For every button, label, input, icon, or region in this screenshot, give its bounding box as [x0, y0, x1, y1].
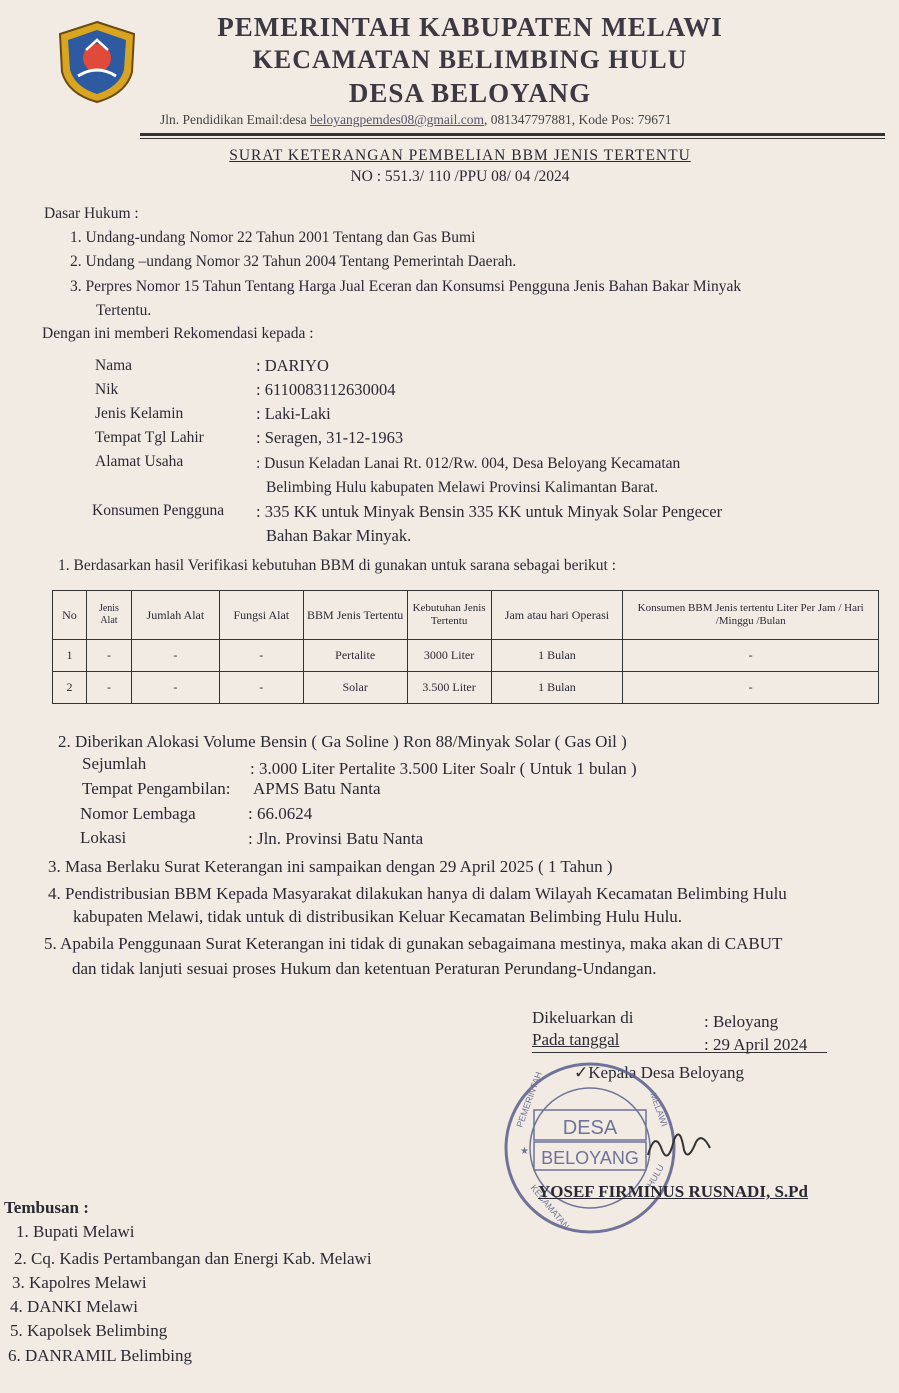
- table-header: Jumlah Alat: [131, 591, 219, 640]
- stamp-melawi-text: MELAWI: [648, 1091, 670, 1128]
- table-header: Konsumen BBM Jenis tertentu Liter Per Jam / Hari /Minggu /Bulan: [623, 591, 879, 640]
- field-label-jenis-kelamin: Jenis Kelamin: [95, 405, 184, 422]
- field-value-alamat: : Dusun Keladan Lanai Rt. 012/Rw. 004, Desa Beloyang Kecamatan: [256, 455, 681, 472]
- table-cell: 1: [53, 640, 87, 672]
- alokasi-label-tempat: Tempat Pengambilan:: [82, 779, 231, 798]
- point-5-cont: dan tidak lanjuti sesuai proses Hukum dan ketentuan Peraturan Perundang-Undangan.: [72, 959, 657, 978]
- kop-pemerintah: PEMERINTAH KABUPATEN MELAWI: [217, 12, 723, 42]
- point-2-heading: 2. Diberikan Alokasi Volume Bensin ( Ga Soline ) Ron 88/Minyak Solar ( Gas Oil ): [58, 732, 627, 751]
- svg-text:★: ★: [520, 1146, 529, 1157]
- table-cell: 1 Bulan: [491, 672, 623, 704]
- jabatan-text: Kepala Desa Beloyang: [588, 1063, 745, 1082]
- field-label-alamat: Alamat Usaha: [95, 453, 184, 470]
- rekomendasi-intro: Dengan ini memberi Rekomendasi kepada :: [42, 325, 314, 342]
- field-value-nik: : 6110083112630004: [256, 380, 396, 399]
- field-label-ttl: Tempat Tgl Lahir: [95, 429, 204, 446]
- alokasi-value-lokasi: : Jln. Provinsi Batu Nanta: [248, 829, 424, 848]
- tembusan-item: 6. DANRAMIL Belimbing: [8, 1346, 193, 1365]
- stamp-pemerintah-text: PEMERINTAH: [514, 1070, 544, 1129]
- jabatan-kepala-desa: ✓Kepala Desa Beloyang: [574, 1063, 745, 1082]
- tembusan-item: 5. Kapolsek Belimbing: [10, 1321, 168, 1340]
- tanggal-value: : 29 April 2024: [704, 1035, 808, 1054]
- dasar-hukum-item: 3. Perpres Nomor 15 Tahun Tentang Harga Jual Eceran dan Konsumsi Pengguna Jenis Bahan Bakar Minyak: [70, 278, 742, 295]
- table-header: Kebutuhan Jenis Tertentu: [407, 591, 491, 640]
- letter-title: SURAT KETERANGAN PEMBELIAN BBM JENIS TERTENTU: [229, 147, 691, 164]
- table-cell: -: [623, 672, 879, 704]
- field-value-jenis-kelamin: : Laki-Laki: [256, 404, 331, 423]
- table-header: Jam atau hari Operasi: [491, 591, 623, 640]
- address-prefix: Jln. Pendidikan Email:desa: [160, 112, 310, 127]
- tembusan-item: 2. Cq. Kadis Pertambangan dan Energi Kab. Melawi: [14, 1249, 372, 1268]
- table-cell: -: [219, 672, 303, 704]
- table-cell: -: [131, 672, 219, 704]
- kop-desa: DESA BELOYANG: [348, 78, 592, 108]
- dasar-hukum-heading: Dasar Hukum :: [44, 205, 139, 222]
- stamp-hulu-text: HULU: [645, 1162, 666, 1189]
- letter-number: NO : 551.3/ 110 /PPU 08/ 04 /2024: [350, 168, 570, 185]
- table-header-row: [53, 591, 879, 640]
- alokasi-label-nomor: Nomor Lembaga: [80, 804, 196, 823]
- table-cell: Solar: [303, 672, 407, 704]
- tembusan-item: 4. DANKI Melawi: [10, 1297, 138, 1316]
- table-cell: Pertalite: [303, 640, 407, 672]
- field-value-konsumen-cont: Bahan Bakar Minyak.: [266, 526, 412, 545]
- point-3: 3. Masa Berlaku Surat Keterangan ini sampaikan dengan 29 April 2025 ( 1 Tahun ): [48, 857, 613, 876]
- tanggal-underline: [532, 1052, 827, 1053]
- field-label-nama: Nama: [95, 357, 133, 374]
- table-cell: 3000 Liter: [407, 640, 491, 672]
- tanggal-label: Pada tanggal: [532, 1030, 620, 1049]
- alokasi-value-nomor: : 66.0624: [248, 804, 313, 823]
- table-cell: 1 Bulan: [491, 640, 623, 672]
- field-value-ttl: : Seragen, 31-12-1963: [256, 428, 404, 447]
- table-cell: -: [86, 640, 131, 672]
- kabupaten-melawi-logo-icon: [56, 20, 138, 104]
- table-cell: 3.500 Liter: [407, 672, 491, 704]
- point-5: 5. Apabila Penggunaan Surat Keterangan ini tidak di gunakan sebagaimana mestinya, maka akan di CABUT: [44, 934, 783, 953]
- address-suffix: , 081347797881, Kode Pos: 79671: [484, 112, 672, 127]
- kop-address: [160, 112, 672, 128]
- kop-divider-thick: [140, 133, 885, 136]
- point-1: 1. Berdasarkan hasil Verifikasi kebutuhan BBM di gunakan untuk sarana sebagai berikut :: [58, 557, 617, 574]
- dikeluarkan-value: : Beloyang: [704, 1012, 779, 1031]
- alokasi-value-sejumlah: : 3.000 Liter Pertalite 3.500 Liter Soalr ( Untuk 1 bulan ): [250, 759, 637, 778]
- dasar-hukum-item: 1. Undang-undang Nomor 22 Tahun 2001 Tentang dan Gas Bumi: [70, 229, 476, 246]
- point-4-cont: kabupaten Melawi, tidak untuk di distribusikan Keluar Kecamatan Belimbing Hulu Hulu.: [73, 907, 683, 926]
- point-4: 4. Pendistribusian BBM Kepada Masyarakat dilakukan hanya di dalam Wilayah Kecamatan Belimbing Hulu: [48, 884, 787, 903]
- table-cell: 2: [53, 672, 87, 704]
- stamp-kecamatan-text: KECAMATAN: [528, 1182, 572, 1232]
- penandatangan-nama: YOSEF FIRMINUS RUSNADI, S.Pd: [538, 1182, 808, 1201]
- table-cell: -: [131, 640, 219, 672]
- field-value-nama: : DARIYO: [256, 356, 329, 375]
- tembusan-item: 3. Kapolres Melawi: [12, 1273, 147, 1292]
- field-value-konsumen: : 335 KK untuk Minyak Bensin 335 KK untuk Minyak Solar Pengecer: [256, 502, 723, 521]
- field-value-alamat-cont: Belimbing Hulu kabupaten Melawi Provinsi Kalimantan Barat.: [266, 479, 659, 496]
- alokasi-label-sejumlah: Sejumlah: [82, 754, 147, 773]
- alokasi-label-lokasi: Lokasi: [80, 828, 127, 847]
- table-header: Jenis Alat: [86, 591, 131, 640]
- tembusan-heading: Tembusan :: [4, 1198, 89, 1217]
- dikeluarkan-label: Dikeluarkan di: [532, 1008, 634, 1027]
- kop-kecamatan: KECAMATAN BELIMBING HULU: [252, 45, 688, 74]
- kop-divider-thin: [140, 138, 885, 139]
- dasar-hukum-item: 2. Undang –undang Nomor 32 Tahun 2004 Tentang Pemerintah Daerah.: [70, 253, 517, 270]
- table-header: BBM Jenis Tertentu: [303, 591, 407, 640]
- stamp-beloyang-text: BELOYANG: [541, 1148, 639, 1168]
- tembusan-item: 1. Bupati Melawi: [16, 1222, 135, 1241]
- bbm-table: [52, 590, 879, 704]
- dasar-hukum-item-cont: Tertentu.: [96, 302, 152, 319]
- table-header: Fungsi Alat: [219, 591, 303, 640]
- field-label-konsumen: Konsumen Pengguna: [92, 502, 225, 519]
- stamp-desa-text: DESA: [562, 1117, 618, 1139]
- table-row: [53, 672, 879, 704]
- alokasi-value-tempat: APMS Batu Nanta: [253, 779, 381, 798]
- table-header: No: [53, 591, 87, 640]
- table-cell: -: [219, 640, 303, 672]
- email-link[interactable]: beloyangpemdes08@gmail.com: [309, 112, 485, 127]
- table-row: [53, 640, 879, 672]
- table-cell: -: [623, 640, 879, 672]
- field-label-nik: Nik: [95, 381, 119, 398]
- table-cell: -: [86, 672, 131, 704]
- signature-icon: [640, 1120, 720, 1170]
